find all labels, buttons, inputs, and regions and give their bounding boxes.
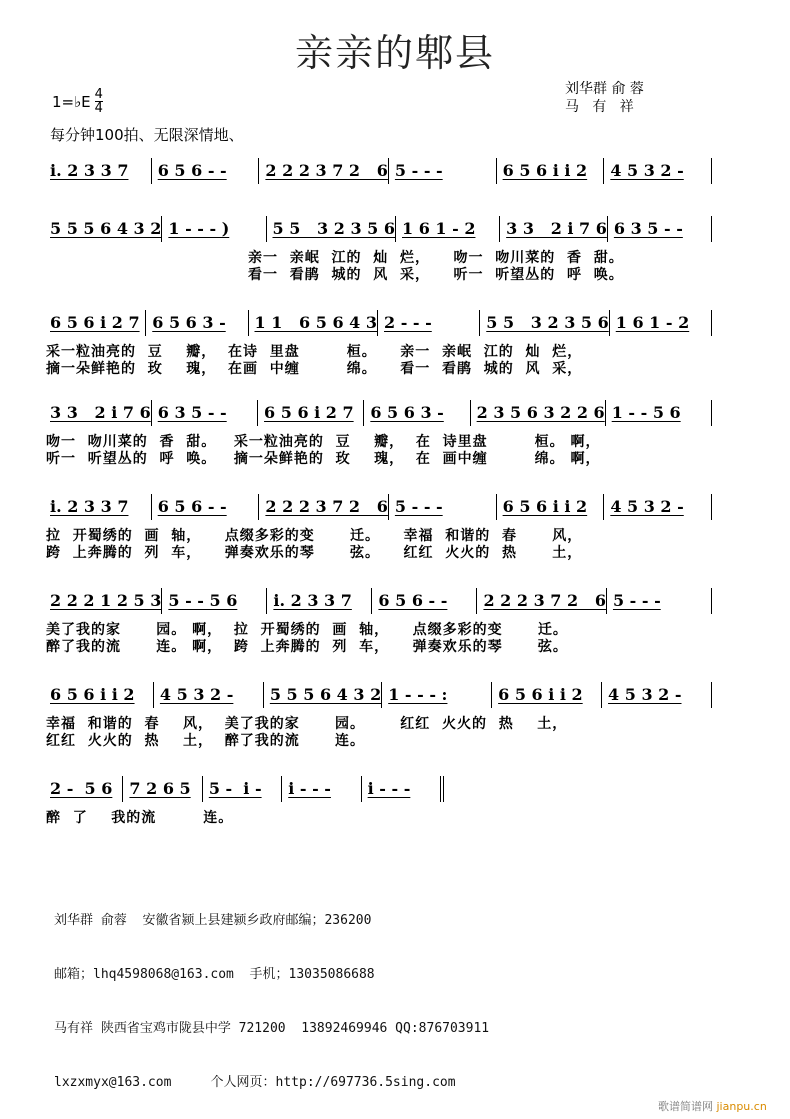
measure: 1 - - 5 6 <box>606 400 712 426</box>
key-signature <box>52 88 103 115</box>
measure: 2 2 2 3 7 2 6 <box>477 588 607 614</box>
music-system <box>44 400 712 426</box>
lyric-line: 亲一 亲岷 江的 灿 烂， 吻一 吻川菜的 香 甜。 <box>248 250 624 266</box>
contact-info: 刘华群 俞蓉 安徽省颍上县建颍乡政府邮编；236200 邮箱；lhq4598068@163.com 手机；13035086688 马有祥 陕西省宝鸡市陇县中学 721200 13892469946 QQ:876703911 lxzxmyx@163.com 个人网页：http://697736.5sing.com <box>54 913 490 1090</box>
measure: i. 2 3 3 7 <box>44 494 152 520</box>
measure: 1 6 1 - 2 <box>610 310 712 336</box>
measure: 6 5 6 i i 2 <box>492 682 602 708</box>
measure: 4 5 3 2 - <box>154 682 264 708</box>
lyric-line: 醉了我的流 连。 啊， 跨 上奔腾的 列 车， 弹奏欢乐的琴 弦。 <box>46 639 568 655</box>
measure: 6 5 6 i i 2 <box>497 494 605 520</box>
measure: 6 5 6 i 2 7 <box>44 310 146 336</box>
measure: 5 - i - <box>203 776 282 802</box>
measure: 6 5 6 3 - <box>364 400 470 426</box>
measure: 6 5 6 3 - <box>146 310 248 336</box>
measure: 2 2 2 3 7 2 6 <box>259 158 389 184</box>
measure: 6 5 6 - - <box>372 588 477 614</box>
measure: 5 - - - <box>389 158 497 184</box>
measure: 1 6 1 - 2 <box>396 216 500 242</box>
measure: 6 5 6 i i 2 <box>497 158 605 184</box>
measure: 2 - - - <box>378 310 480 336</box>
tempo-marking: 每分钟100拍、无限深情地、 <box>50 126 244 144</box>
measure: 5 5 3 2 3 5 6 <box>267 216 397 242</box>
measure: 5 5 5 6 4 3 2 <box>264 682 382 708</box>
lyric-line: 幸福 和谐的 春 风， 美了我的家 园。 红红 火火的 热 土， <box>46 716 568 732</box>
measure: 4 5 3 2 - <box>604 494 712 520</box>
measure: 5 - - 5 6 <box>162 588 267 614</box>
music-system <box>44 494 712 520</box>
lyric-line: 红红 火火的 热 土， 醉了我的流 连。 <box>46 733 365 749</box>
measure: 1 1 6 5 6 4 3 <box>249 310 379 336</box>
lyric-line: 醉 了 我的流 连。 <box>46 810 234 826</box>
lyric-line: 拉 开蜀绣的 画 轴， 点缀多彩的变 迁。 幸福 和谐的 春 风， <box>46 528 583 544</box>
measure: 2 2 2 3 7 2 6 <box>259 494 389 520</box>
authors: 刘华群 俞 蓉 马 有 祥 <box>565 81 644 115</box>
measure: 6 5 6 - - <box>152 158 260 184</box>
music-system <box>44 310 712 336</box>
measure: 6 5 6 i 2 7 <box>258 400 364 426</box>
music-system <box>44 216 712 242</box>
lyric-line: 听一 听望丛的 呼 唤。 摘一朵鲜艳的 玫 瑰， 在 画中缠 绵。 啊， <box>46 451 601 467</box>
measure: 4 5 3 2 - <box>604 158 712 184</box>
lyric-line: 跨 上奔腾的 列 车， 弹奏欢乐的琴 弦。 红红 火火的 热 土， <box>46 545 583 561</box>
watermark: 歌谱简谱网 jianpu.cn <box>658 1100 767 1113</box>
measure: 6 5 6 - - <box>152 494 260 520</box>
measure: i. 2 3 3 7 <box>44 158 152 184</box>
measure: i - - - <box>362 776 444 802</box>
music-system <box>44 158 712 184</box>
measure: 4 5 3 2 - <box>602 682 712 708</box>
measure: 1 - - - ) <box>162 216 266 242</box>
measure: i - - - <box>282 776 361 802</box>
measure: 7 2 6 5 <box>123 776 202 802</box>
lyric-line: 摘一朵鲜艳的 玫 瑰， 在画 中缠 绵。 看一 看鹃 城的 风 采， <box>46 361 583 377</box>
lyric-line: 采一粒油亮的 豆 瓣， 在诗 里盘 桓。 亲一 亲岷 江的 灿 烂， <box>46 344 583 360</box>
lyric-line: 看一 看鹃 城的 风 采， 听一 听望丛的 呼 唤。 <box>248 267 624 283</box>
measure: 5 5 3 2 3 5 6 <box>480 310 610 336</box>
measure: 6 3 5 - - <box>152 400 258 426</box>
measure: i. 2 3 3 7 <box>267 588 372 614</box>
measure: 3 3 2 i 7 6 <box>44 400 152 426</box>
measure: 5 - - - <box>389 494 497 520</box>
measure: 6 3 5 - - <box>608 216 712 242</box>
measure: 6 5 6 i i 2 <box>44 682 154 708</box>
music-system <box>44 682 712 708</box>
key-label: 1=♭E <box>52 92 91 111</box>
measure: 2 2 2 1 2 5 3 <box>44 588 162 614</box>
measure: 5 - - - <box>607 588 712 614</box>
music-system <box>44 776 444 802</box>
measure: 2 3 5 6 3 2 2 6 <box>471 400 606 426</box>
music-system <box>44 588 712 614</box>
measure: 1 - - - : <box>382 682 492 708</box>
measure: 5 5 5 6 4 3 2 <box>44 216 162 242</box>
time-signature: $\frac{4}{4}$ <box>94 87 103 116</box>
song-title: 亲亲的郫县 <box>294 31 495 75</box>
lyric-line: 美了我的家 园。 啊， 拉 开蜀绣的 画 轴， 点缀多彩的变 迁。 <box>46 622 568 638</box>
measure: 2 - 5 6 <box>44 776 123 802</box>
measure: 3 3 2 i 7 6 <box>500 216 608 242</box>
lyric-line: 吻一 吻川菜的 香 甜。 采一粒油亮的 豆 瓣， 在 诗里盘 桓。 啊， <box>46 434 601 450</box>
